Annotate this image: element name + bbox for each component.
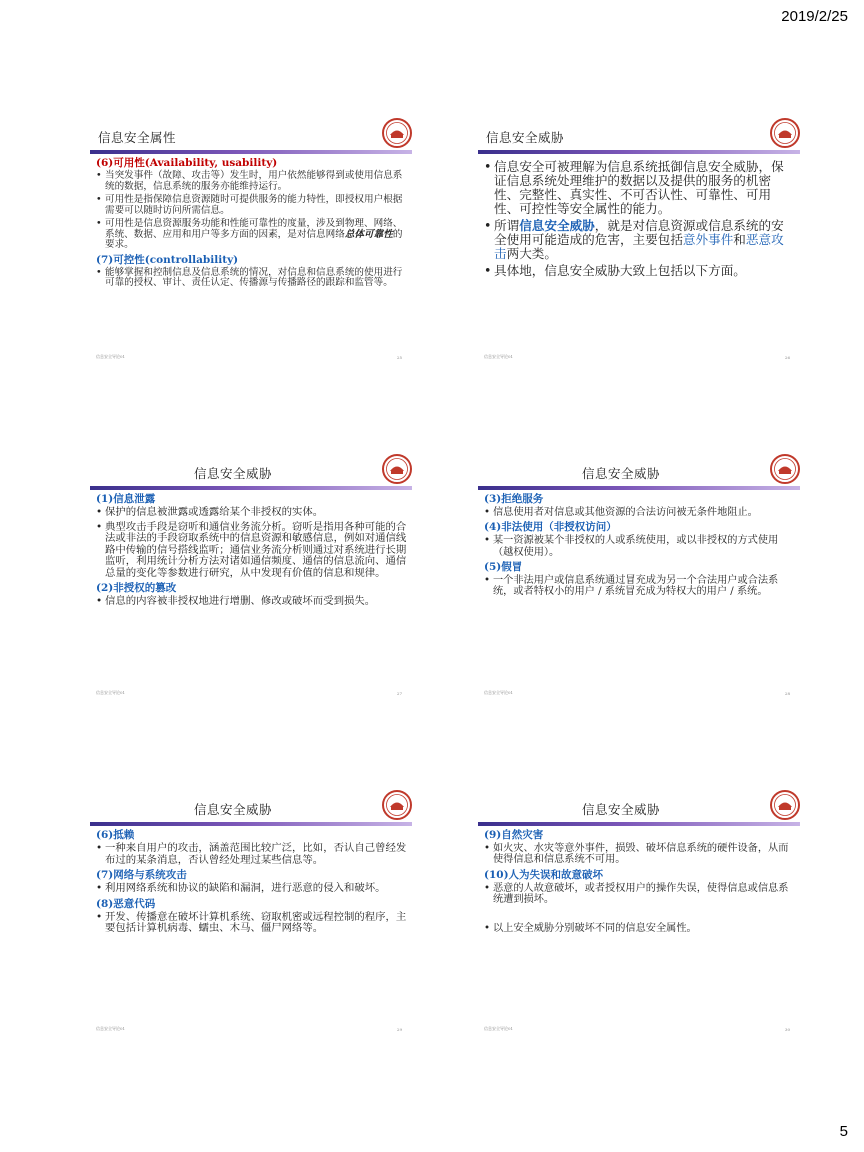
- slide-body: [96, 828, 408, 938]
- slide-title: 信息安全属性: [98, 130, 177, 145]
- title-bar: [90, 150, 412, 154]
- section-heading: (6)抵赖: [96, 829, 135, 841]
- bullet-item: • 信息使用者对信息或其他资源的合法访问被无条件地阻止。: [484, 507, 796, 518]
- bullet-item: • 以上安全威胁分别破坏不同的信息安全属性。: [484, 923, 796, 934]
- bullet-item: • 典型攻击手段是窃听和通信业务流分析。窃听是指用各种可能的合法或非法的手段窃取系统中的信息资源和敏感信息，例如对通信线路中传输的信号搭线监听；通信业务流分析则通过对系统进行长期监听，利用统计分析方法对诸如通信频度、通信的信息流向、通信总量的变化等参数进行研究，从中发现有价值的信息和规律。: [96, 522, 408, 580]
- university-logo-icon: [770, 454, 800, 484]
- bullet-item: • 恶意的人故意破坏，或者授权用户的操作失误，使得信息或信息系统遭到损坏。: [484, 883, 796, 906]
- bullet-item: • 保护的信息被泄露或透露给某个非授权的实体。: [96, 507, 408, 519]
- section-heading: (9)自然灾害: [484, 829, 544, 841]
- section-heading: (7)网络与系统攻击: [96, 869, 187, 881]
- bullet-item: • 某一资源被某个非授权的人或系统使用，或以非授权的方式使用（越权使用）。: [484, 535, 796, 558]
- slide-number: 25: [396, 355, 402, 360]
- title-bar: [478, 150, 800, 154]
- bullet-item: • 可用性是指保障信息资源随时可提供服务的能力特性，即授权用户根据需要可以随时访问所需信息。: [96, 195, 408, 216]
- university-logo-icon: [770, 790, 800, 820]
- slide-29: [86, 790, 416, 1038]
- title-bar: [90, 486, 412, 490]
- section-heading: (7)可控性(controllability): [96, 253, 239, 266]
- bullet-item: • 信息的内容被非授权地进行增删、修改或破坏而受到损失。: [96, 596, 408, 608]
- slide-title: 信息安全威胁: [486, 130, 565, 145]
- bullet-item: • 具体地，信息安全威胁大致上包括以下方面。: [484, 264, 796, 278]
- bullet-item: • 如火灾、水灾等意外事件，损毁、破坏信息系统的硬件设备，从而使得信息和信息系统不可用。: [484, 843, 796, 866]
- section-heading: (2)非授权的篡改: [96, 582, 177, 594]
- slide-number: 26: [784, 355, 790, 360]
- section-heading: (6)可用性(Availability, usability): [96, 157, 278, 169]
- emphasis-text: 信息安全威胁: [519, 218, 595, 233]
- section-heading: (1)信息泄露: [96, 493, 156, 505]
- title-bar: [90, 822, 412, 826]
- slide-28: [474, 454, 804, 702]
- section-heading: (8)恶意代码: [96, 897, 156, 910]
- slide-title: 信息安全威胁: [193, 802, 272, 817]
- bullet-item: • 信息安全可被理解为信息系统抵御信息安全威胁，保证信息系统处理维护的数据以及提供的服务的机密性、完整性、真实性、不可否认性、可靠性、可用性、可控性等安全属性的能力。: [484, 160, 796, 216]
- slide-body: [484, 492, 796, 600]
- slide-footer-label: 信息安全导论01: [484, 690, 514, 695]
- title-bar: [478, 822, 800, 826]
- bullet-item: • 开发、传播意在破坏计算机系统、窃取机密或远程控制的程序，主要包括计算机病毒、蠕虫、木马、僵尸网络等。: [96, 912, 408, 935]
- slide-footer-label: 信息安全导论01: [96, 354, 126, 359]
- page-number: 5: [839, 1123, 848, 1140]
- slide-number: 29: [396, 1027, 402, 1032]
- slide-number: 28: [784, 691, 790, 696]
- slide-title: 信息安全威胁: [581, 466, 660, 481]
- section-heading: (4)非法使用（非授权访问）: [484, 521, 617, 534]
- university-logo-icon: [382, 118, 412, 148]
- slide-footer-label: 信息安全导论01: [484, 1026, 514, 1031]
- emphasis-text: 恶意攻击: [494, 232, 784, 261]
- slide-body: [484, 160, 796, 281]
- section-heading: (5)假冒: [484, 560, 523, 573]
- slide-footer-label: 信息安全导论01: [484, 354, 514, 359]
- bullet-item: • 利用网络系统和协议的缺陷和漏洞，进行恶意的侵入和破坏。: [96, 883, 408, 895]
- slide-footer-label: 信息安全导论01: [96, 690, 126, 695]
- slide-30: [474, 790, 804, 1038]
- bullet-item: • 当突发事件（故障、攻击等）发生时，用户依然能够得到或使用信息系统的数据，信息系统的服务亦能维持运行。: [96, 171, 408, 192]
- slide-footer-label: 信息安全导论01: [96, 1026, 126, 1031]
- slide-26: [474, 118, 804, 366]
- slide-number: 30: [784, 1027, 790, 1032]
- section-heading: (3)拒绝服务: [484, 493, 544, 505]
- bullet-item: • 所谓信息安全威胁，就是对信息资源或信息系统的安全使用可能造成的危害，主要包括意外事件和恶意攻击两大类。: [484, 219, 796, 261]
- slide-25: [86, 118, 416, 366]
- bullet-item: • 一种来自用户的攻击，涵盖范围比较广泛，比如，否认自己曾经发布过的某条消息，否认曾经处理过某些信息等。: [96, 843, 408, 866]
- emphasis-text: 意外事件: [682, 232, 734, 247]
- title-bar: [478, 486, 800, 490]
- university-logo-icon: [770, 118, 800, 148]
- university-logo-icon: [382, 454, 412, 484]
- slide-title: 信息安全威胁: [193, 466, 272, 481]
- bullet-item: • 一个非法用户或信息系统通过冒充成为另一个合法用户或合法系统，或者特权小的用户 / 系统冒充成为特权大的用户 / 系统。: [484, 575, 796, 598]
- slide-number: 27: [396, 691, 402, 696]
- bullet-item: • 能够掌握和控制信息及信息系统的情况，对信息和信息系统的使用进行可靠的授权、审计、责任认定、传播源与传播路径的跟踪和监管等。: [96, 268, 408, 289]
- slide-27: [86, 454, 416, 702]
- slide-title: 信息安全威胁: [581, 802, 660, 817]
- slide-body: [96, 156, 408, 292]
- slide-body: [96, 492, 408, 611]
- section-heading: (10)人为失误和故意破坏: [484, 868, 604, 881]
- page-date: 2019/2/25: [781, 8, 848, 25]
- emphasis-text: 总体可靠性: [344, 228, 393, 240]
- university-logo-icon: [382, 790, 412, 820]
- slide-body: [484, 828, 796, 937]
- bullet-item: • 可用性是信息资源服务功能和性能可靠性的度量，涉及到物理、网络、系统、数据、应用和用户等多方面的因素，是对信息网络总体可靠性的要求。: [96, 219, 408, 251]
